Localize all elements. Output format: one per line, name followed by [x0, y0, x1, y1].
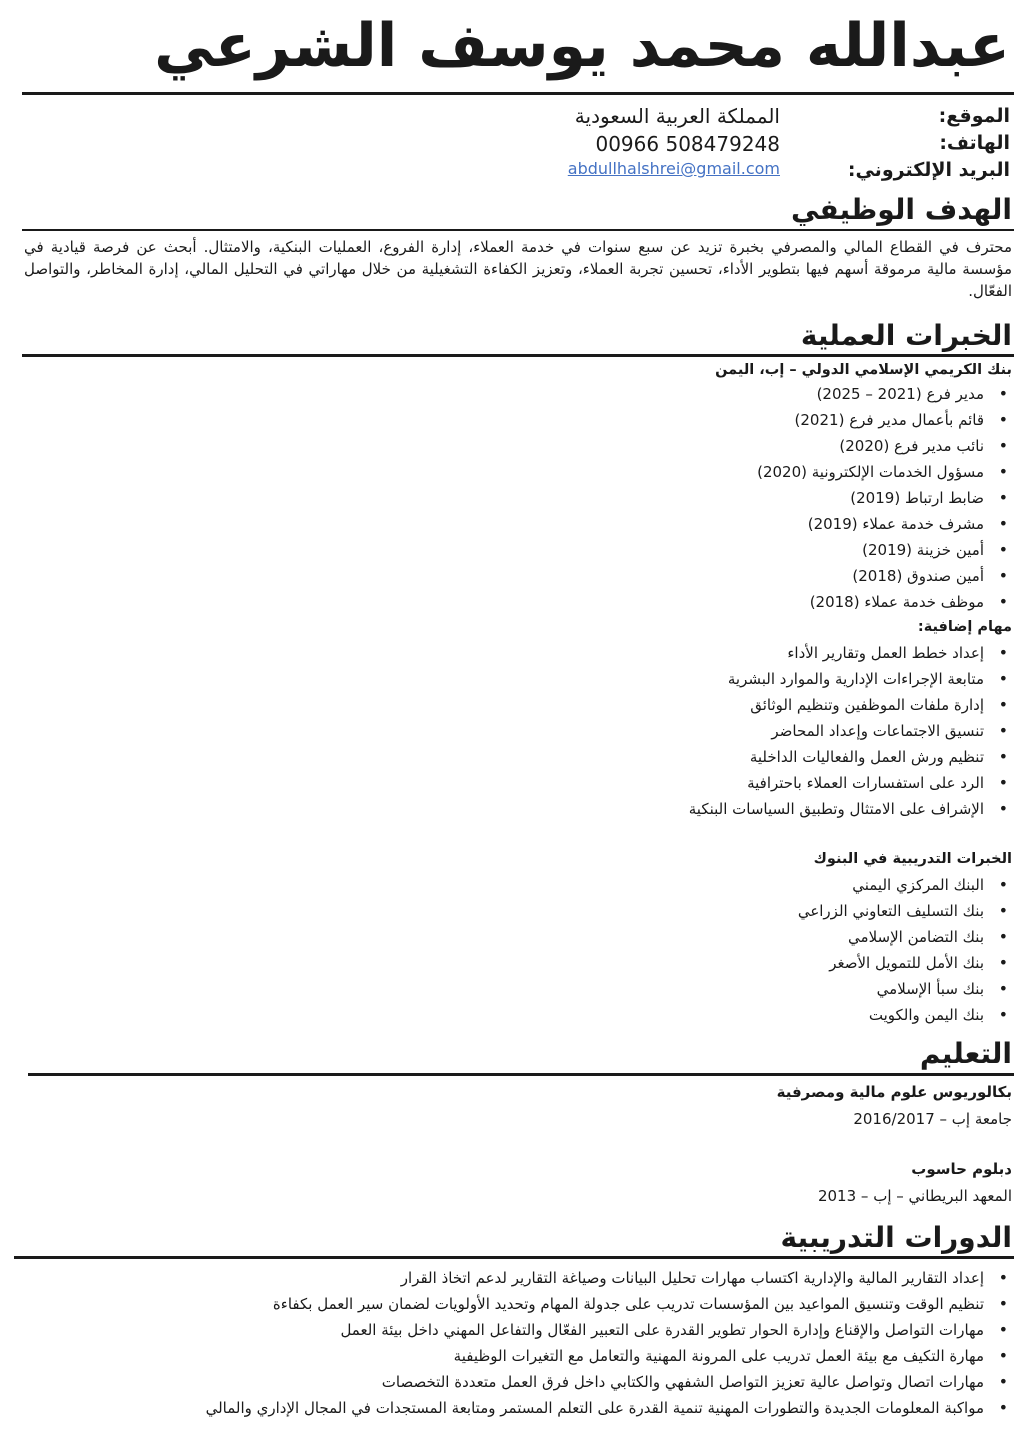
- courses-list: [206, 1265, 1012, 1421]
- courses-divider: [14, 1256, 1014, 1259]
- list-item: • تنظيم ورش العمل والفعاليات الداخلية: [689, 744, 1012, 770]
- list-item: • البنك المركزي اليمني: [798, 872, 1012, 898]
- list-item: • مشرف خدمة عملاء (2019): [757, 511, 1012, 537]
- list-item: • ضابط ارتباط (2019): [757, 485, 1012, 511]
- list-item: • مهارة التكيف مع بيئة العمل تدريب على المرونة المهنية والتعامل مع التغيرات الوظيفية: [206, 1343, 1012, 1369]
- list-item: • متابعة الإجراءات الإدارية والموارد البشرية: [689, 666, 1012, 692]
- degree-title: دبلوم حاسوب: [911, 1160, 1012, 1178]
- list-item: • أمين خزينة (2019): [757, 537, 1012, 563]
- extra-tasks-heading: مهام إضافية:: [917, 619, 1012, 635]
- experience-heading: الخبرات العملية: [800, 319, 1012, 352]
- list-item: • موظف خدمة عملاء (2018): [757, 589, 1012, 615]
- list-item: • بنك التضامن الإسلامي: [798, 924, 1012, 950]
- phone-value: 00966 508479248: [595, 132, 780, 156]
- degree-title: بكالوريوس علوم مالية ومصرفية: [776, 1083, 1012, 1101]
- experience-divider: [22, 354, 1014, 357]
- phone-label: الهاتف:: [939, 132, 1010, 154]
- list-item: • مدير فرع (2021 – 2025): [757, 381, 1012, 407]
- education-divider: [28, 1073, 1014, 1076]
- education-heading: التعليم: [919, 1037, 1012, 1070]
- candidate-name: عبدالله محمد يوسف الشرعي: [154, 11, 1010, 81]
- positions-list: [757, 381, 1012, 615]
- degree-detail: المعهد البريطاني – إب – 2013: [817, 1187, 1012, 1205]
- list-item: • مسؤول الخدمات الإلكترونية (2020): [757, 459, 1012, 485]
- list-item: • بنك الأمل للتمويل الأصغر: [798, 950, 1012, 976]
- list-item: • تنسيق الاجتماعات وإعداد المحاضر: [689, 718, 1012, 744]
- training-banks-heading: الخبرات التدريبية في البنوك: [813, 851, 1012, 867]
- list-item: • مهارات اتصال وتواصل عالية تعزيز التواصل الشفهي والكتابي داخل فرق العمل متعددة التخصصات: [206, 1369, 1012, 1395]
- list-item: • مهارات التواصل والإقناع وإدارة الحوار تطوير القدرة على التعبير الفعّال والتفاعل المهني داخل بيئة العمل: [206, 1317, 1012, 1343]
- employer-name: بنك الكريمي الإسلامي الدولي – إب، اليمن: [715, 362, 1012, 378]
- email-label: البريد الإلكتروني:: [847, 159, 1010, 181]
- list-item: • أمين صندوق (2018): [757, 563, 1012, 589]
- list-item: • تنظيم الوقت وتنسيق المواعيد بين المؤسسات تدريب على جدولة المهام وتحديد الأولويات لضمان سير العمل بكفاءة: [206, 1291, 1012, 1317]
- list-item: • بنك التسليف التعاوني الزراعي: [798, 898, 1012, 924]
- list-item: • بنك اليمن والكويت: [798, 1002, 1012, 1028]
- extra-tasks-list: [689, 640, 1012, 822]
- list-item: • إعداد التقارير المالية والإدارية اكتساب مهارات تحليل البيانات وصياغة التقارير لدعم اتخاذ القرار: [206, 1265, 1012, 1291]
- list-item: • إدارة ملفات الموظفين وتنظيم الوثائق: [689, 692, 1012, 718]
- email-link[interactable]: abdullhalshrei@gmail.com: [567, 159, 780, 178]
- location-value: المملكة العربية السعودية: [574, 104, 780, 128]
- list-item: • الرد على استفسارات العملاء باحترافية: [689, 770, 1012, 796]
- courses-heading: الدورات التدريبية: [780, 1221, 1012, 1254]
- list-item: • بنك سبأ الإسلامي: [798, 976, 1012, 1002]
- list-item: • إعداد خطط العمل وتقارير الأداء: [689, 640, 1012, 666]
- list-item: • قائم بأعمال مدير فرع (2021): [757, 407, 1012, 433]
- header-divider: [22, 92, 1014, 95]
- training-banks-list: [798, 872, 1012, 1028]
- objective-divider: [22, 229, 1014, 231]
- list-item: • مواكبة المعلومات الجديدة والتطورات المهنية تنمية القدرة على التعلم المستمر ومتابعة المستجدات في المجال الإداري والمالي: [206, 1395, 1012, 1421]
- objective-heading: الهدف الوظيفي: [791, 193, 1012, 226]
- location-label: الموقع:: [938, 105, 1010, 127]
- list-item: • نائب مدير فرع (2020): [757, 433, 1012, 459]
- degree-detail: جامعة إب – 2016/2017: [853, 1110, 1012, 1128]
- list-item: • الإشراف على الامتثال وتطبيق السياسات البنكية: [689, 796, 1012, 822]
- objective-text: محترف في القطاع المالي والمصرفي بخبرة تزيد عن سبع سنوات في خدمة العملاء، إدارة الفروع، العمليات البنكية، والامتثال. أبحث عن فرصة قيادية في مؤسسة مالية مرموقة أسهم فيها بتطوير الأداء، تحسين تجربة العملاء، وتعزيز الكفاءة التشغيلية من خلال مهاراتي في التحليل المالي، إدارة المخاطر، والتواصل الفعّال.: [24, 238, 1012, 300]
